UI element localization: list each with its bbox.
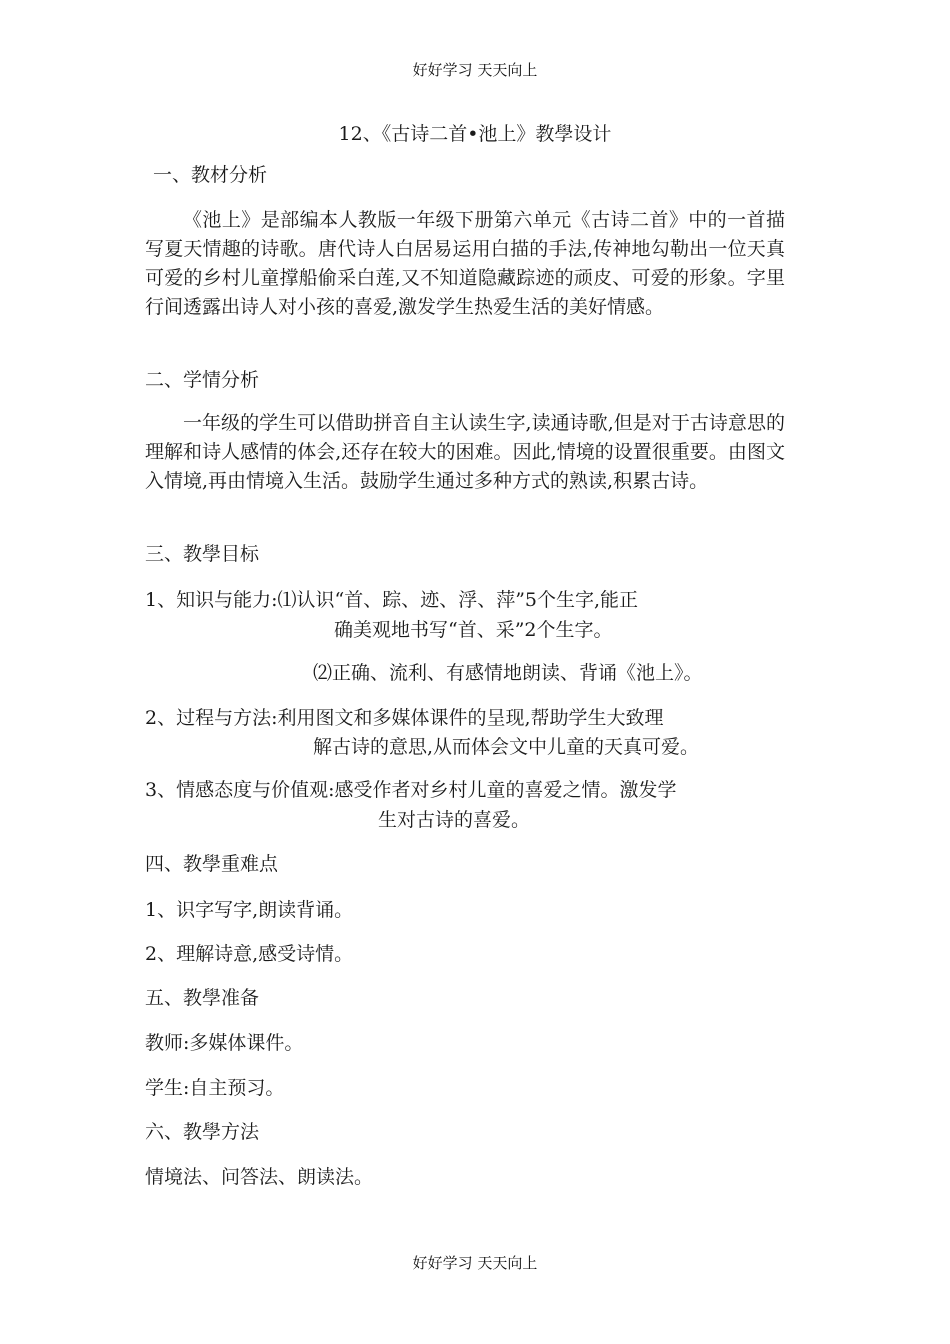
goal-3-line-1: 3、情感态度与价值观:感受作者对乡村儿童的喜爱之情。激发学 [145, 779, 677, 801]
goal-3-line-2: 生对古诗的喜爱。 [378, 809, 531, 831]
section-heading-material-analysis: 一、教材分析 [153, 164, 268, 186]
section-heading-student-analysis: 二、学情分析 [145, 369, 260, 391]
goal-1-line-1: 1、知识与能力:⑴认识“首、踪、迹、浮、萍”5个生字,能正 [145, 589, 639, 611]
teaching-methods-text: 情境法、问答法、朗读法。 [145, 1166, 374, 1188]
goal-2-line-1: 2、过程与方法:利用图文和多媒体课件的呈现,帮助学生大致理 [145, 707, 664, 729]
paragraph-student-analysis: 一年级的学生可以借助拼音自主认读生字,读通诗歌,但是对于古诗意思的理解和诗人感情的体会,还存在较大的困难。因此,情境的设置很重要。由图文入情境,再由情境入生活。鼓励学生通过多种方式的熟读,积累古诗。 [145, 412, 785, 492]
document-title: 12、《古诗二首•池上》教學设计 [338, 123, 612, 145]
key-point-1: 1、识字写字,朗读背诵。 [145, 899, 354, 921]
page-footer: 好好学习 天天向上 [412, 1254, 538, 1272]
section-heading-teaching-goals: 三、教學目标 [145, 543, 260, 565]
section-heading-preparation: 五、教學准备 [145, 987, 260, 1009]
goal-2-line-2: 解古诗的意思,从而体会文中儿童的天真可爱。 [313, 736, 700, 758]
section-heading-methods: 六、教學方法 [145, 1121, 260, 1143]
key-point-2: 2、理解诗意,感受诗情。 [145, 943, 354, 965]
section-heading-key-points: 四、教學重难点 [145, 853, 279, 875]
page-header: 好好学习 天天向上 [412, 61, 538, 79]
paragraph-material-analysis: 《池上》是部编本人教版一年级下册第六单元《古诗二首》中的一首描写夏天情趣的诗歌。唐代诗人白居易运用白描的手法,传神地勾勒出一位天真可爱的乡村儿童撑船偷采白莲,又不知道隐藏踪迹的顽皮、可爱的形象。字里行间透露出诗人对小孩的喜爱,激发学生热爱生活的美好情感。 [145, 209, 785, 318]
goal-1-line-2: 确美观地书写“首、采”2个生字。 [334, 619, 613, 641]
preparation-student: 学生:自主预习。 [145, 1077, 285, 1099]
preparation-teacher: 教师:多媒体课件。 [145, 1032, 304, 1054]
goal-1-line-3: ⑵正确、流利、有感情地朗读、背诵《池上》。 [313, 662, 703, 684]
